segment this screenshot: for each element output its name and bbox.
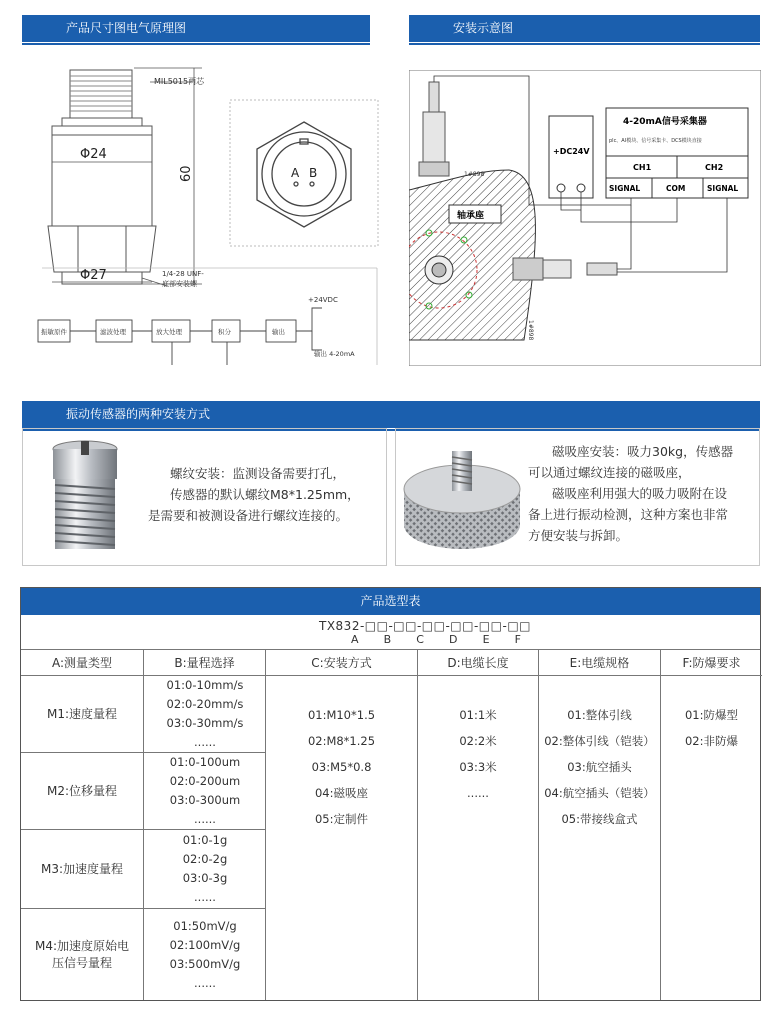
col-header-type: A:测量类型 [21,650,144,676]
range-item: 01:0-100um [169,755,241,769]
magnet-text-line-1: 磁吸座安装：吸力30kg，传感器 [552,444,734,459]
magnet-text-line-5: 方便安装与拆卸。 [528,528,629,543]
selection-title: 产品选型表 [21,588,760,615]
letter-e: E [482,633,490,646]
option-item: 03:航空插头 [567,760,632,774]
magnet-text-line-2: 可以通过螺纹连接的磁吸座， [528,465,691,480]
option-item: ...... [467,786,489,800]
range-cell [144,676,266,752]
circuit-block-sensor: 振敏原件 [41,328,67,336]
dimension-section-header: 产品尺寸图电气原理图 [22,15,370,42]
circuit-block-output: 输出 [272,328,285,336]
option-item: 04:航空插头（铠装） [544,786,655,800]
thread-note-1: 1/4-28 UNF- [162,270,204,278]
letter-f: F [514,633,521,646]
range-cell [144,909,266,1000]
circuit-output-label: 输出 4-20mA [314,350,355,358]
range-item: 03:0-3g [182,871,228,885]
letter-a: A [351,633,359,646]
cable-length-options [418,676,539,1000]
magnetic-base-image [400,437,525,557]
option-item: 01:1米 [459,708,497,722]
table-body [21,676,760,1000]
magnet-text-line-3: 磁吸座利用强大的吸力吸附在设 [552,486,728,501]
model-letters [351,633,521,646]
range-item: ...... [194,890,216,904]
explosion-options [661,676,762,1000]
range-item: ...... [194,735,216,749]
sensor-tag-top: 1#898 [464,171,485,178]
sensor-tag-side: 1#898 [527,320,534,341]
dimension-drawing [22,50,382,365]
thread-text-line-2: 传感器的默认螺纹M8*1.25mm， [170,487,360,502]
range-item: 02:0-200um [169,774,241,788]
install-section-header: 安装示意图 [409,15,760,42]
option-item: 03:M5*0.8 [311,760,372,774]
thread-text-line-3: 是需要和被测设备进行螺纹连接的。 [148,508,349,523]
option-item: 02:非防爆 [684,734,738,748]
letter-b: B [383,633,392,646]
range-item: 01:0-10mm/s [166,678,244,692]
option-item: 04:磁吸座 [314,786,368,800]
signal1-label: SIGNAL [609,184,641,193]
mount-section-header: 振动传感器的两种安装方式 [22,401,760,428]
ch1-label: CH1 [633,163,652,172]
type-range-column [21,676,266,1000]
com-label: COM [666,184,686,193]
col-header-cable-length: D:电缆长度 [418,650,539,676]
option-item: 01:整体引线 [567,708,632,722]
ch2-label: CH2 [705,163,724,172]
pin-b-label: B [309,166,318,180]
cable-spec-options [539,676,661,1000]
option-item: 01:防爆型 [684,708,738,722]
type-cell [21,909,144,1000]
connector-label: MIL5015两芯 [154,77,205,86]
col-header-explosion: F:防爆要求 [661,650,762,676]
letter-d: D [449,633,458,646]
table-row [21,676,266,753]
range-item: ...... [194,975,216,990]
range-item: ...... [194,812,216,826]
col-header-install: C:安装方式 [266,650,418,676]
bearing-label: 轴承座 [457,211,485,221]
option-item: 01:M10*1.5 [307,708,376,722]
option-item: 02:2米 [459,734,497,748]
thread-note-2: 底部安装螺 [162,280,197,288]
install-options [266,676,418,1000]
option-item: 05:带接线盒式 [561,812,638,826]
range-cell [144,830,266,908]
range-item: 01:0-1g [182,833,228,847]
range-item: 01:50mV/g [173,918,237,933]
thread-stud-image [35,437,135,557]
option-item: 02:整体引线（铠装） [544,734,655,748]
letter-c: C [416,633,424,646]
col-header-range: B:量程选择 [144,650,266,676]
range-item: 03:0-300um [169,793,241,807]
table-row [21,909,266,1000]
magnet-mount-text [528,441,754,546]
range-cell [144,753,266,829]
model-code-row [21,615,760,650]
range-item: 03:500mV/g [169,956,241,971]
circuit-block-integral: 积分 [218,328,231,336]
type-cell: M1:速度量程 [21,676,144,752]
option-item: 02:M8*1.25 [307,734,376,748]
install-diagram [409,70,761,366]
option-item: 05:定制件 [314,812,368,826]
model-code: TX832-□□-□□-□□-□□-□□-□□ [319,619,531,633]
range-item: 03:0-30mm/s [166,716,244,730]
range-item: 02:0-20mm/s [166,697,244,711]
height-label: 60 [179,165,194,182]
thread-mount-text [148,463,378,526]
signal2-label: SIGNAL [707,184,739,193]
magnet-text-line-4: 备上进行振动检测，这种方案也非常 [528,507,729,522]
type-cell: M3:加速度量程 [21,830,144,908]
collector-subtitle: plc、AI模块、信号采集卡、DCS模块直接 [609,138,702,144]
type-cell-text: M4:加速度原始电压信号量程 [34,938,130,970]
dia-bottom-label: Φ27 [80,268,107,283]
column-headers [21,650,760,676]
table-row [21,753,266,830]
circuit-block-filter: 滤波处理 [100,328,126,336]
pin-a-label: A [291,166,300,180]
selection-table [20,587,761,1001]
circuit-supply: +24VDC [308,296,338,304]
range-item: 02:0-2g [182,852,228,866]
option-item: 03:3米 [459,760,497,774]
table-row [21,830,266,909]
circuit-block-amp: 放大处理 [156,328,182,336]
dia-top-label: Φ24 [80,147,107,162]
thread-text-line-1: 螺纹安装：监测设备需要打孔， [170,466,346,481]
col-header-cable-spec: E:电缆规格 [539,650,661,676]
type-cell: M2:位移量程 [21,753,144,829]
range-item: 02:100mV/g [169,937,241,952]
collector-title: 4-20mA信号采集器 [623,117,707,127]
power-label: +DC24V [553,147,590,156]
